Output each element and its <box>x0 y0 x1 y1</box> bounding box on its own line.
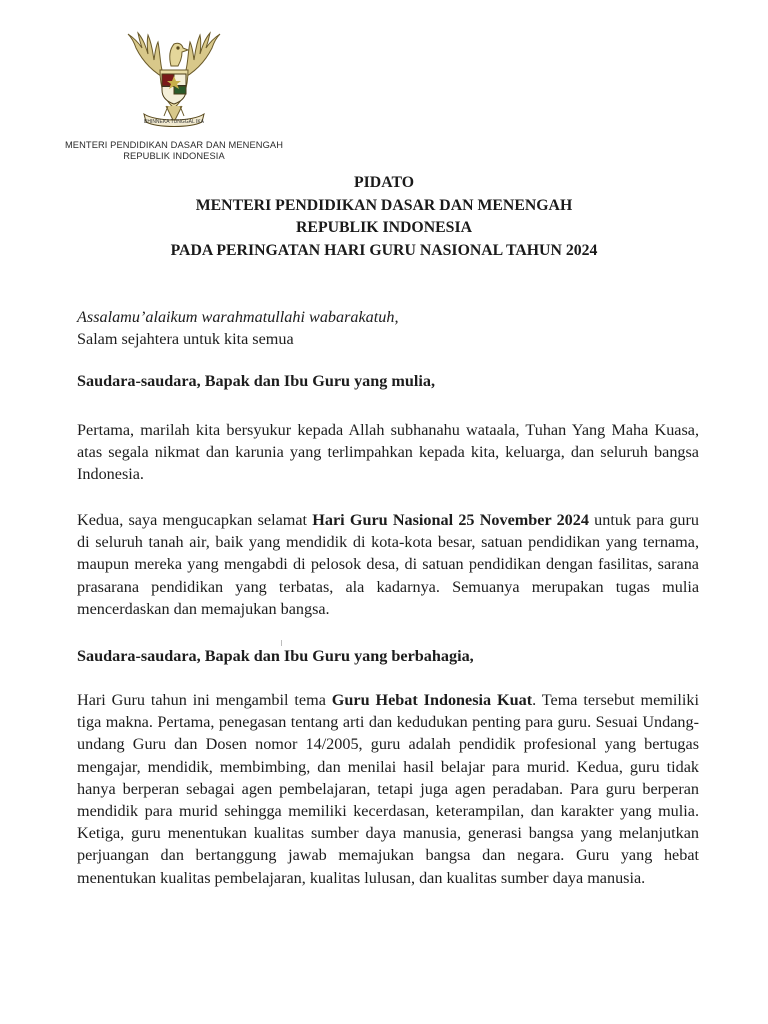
paragraph-3-before: Hari Guru tahun ini mengambil tema <box>77 691 332 709</box>
emblem-motto: BHINNEKA TUNGGAL IKA <box>143 119 205 125</box>
paragraph-1-text: Pertama, marilah kita bersyukur kepada Allah subhanahu wataala, Tuhan Yang Maha Kuasa, atas segala nikmat dan karunia yang terlimpahkan kepada kita, keluarga, dan seluruh bangsa Indonesia. <box>77 421 699 484</box>
paragraph-3 <box>77 689 699 889</box>
paragraph-1 <box>77 419 699 486</box>
garuda-emblem-icon <box>116 30 232 132</box>
ministry-line-2: REPUBLIK INDONESIA <box>123 151 225 161</box>
salutation-heading-2: Saudara-saudara, Bapak dan Ibu Guru yang berbahagia, <box>77 647 474 665</box>
paragraph-3-after: . Tema tersebut memiliki tiga makna. Pertama, penegasan tentang arti dan kedudukan penting para guru. Sesuai Undang-undang Guru dan Dosen nomor 14/2005, guru adalah pendidik profesional yang bertugas mengajar, mendidik, membimbing, dan menilai hasil belajar para murid. Kedua, guru tidak hanya berperan sebagai agen pembelajaran, tetapi juga agen peradaban. Para guru berperan mendidik para murid sehingga memiliki kecerdasan, keterampilan, dan karakter yang mulia. Ketiga, guru menentukan kualitas sumber daya manusia, generasi bangsa yang melanjutkan perjuangan dan bertanggung jawab memajukan bangsa dan negara. Guru yang hebat menentukan kualitas pembelajaran, kualitas lulusan, dan kualitas sumber daya manusia. <box>77 691 699 887</box>
title-line-4: PADA PERINGATAN HARI GURU NASIONAL TAHUN 2024 <box>170 241 598 259</box>
paragraph-2-after: untuk para guru di seluruh tanah air, baik yang mendidik di kota-kota besar, satuan pendidikan yang ternama, maupun mereka yang mengabdi di pelosok desa, di satuan pendidikan dengan fasilitas, sarana prasarana pendidikan yang terbatas, ala kadarnya. Semuanya merupakan tugas mulia mencerdaskan dan memajukan bangsa. <box>77 511 699 618</box>
paragraph-2 <box>77 509 699 620</box>
salutation-heading-1: Saudara-saudara, Bapak dan Ibu Guru yang mulia, <box>77 372 436 390</box>
paragraph-2-bold: Hari Guru Nasional 25 November 2024 <box>312 511 589 529</box>
title-line-3: REPUBLIK INDONESIA <box>296 219 472 237</box>
ministry-line-1: MENTERI PENDIDIKAN DASAR DAN MENENGAH <box>64 140 284 150</box>
greeting-arabic: Assalamu’alaikum warahmatullahi wabarakatuh, <box>77 308 399 326</box>
title-line-2: MENTERI PENDIDIKAN DASAR DAN MENENGAH <box>195 196 573 214</box>
title-line-1: PIDATO <box>354 174 414 191</box>
ministry-letterhead <box>40 140 308 162</box>
paragraph-3-bold: Guru Hebat Indonesia Kuat <box>331 691 533 709</box>
paragraph-3-text <box>77 689 699 889</box>
greeting-salam: Salam sejahtera untuk kita semua <box>77 330 294 348</box>
paragraph-2-text <box>77 509 699 620</box>
speech-title <box>0 172 768 262</box>
paragraph-2-before: Kedua, saya mengucapkan selamat <box>77 511 313 529</box>
